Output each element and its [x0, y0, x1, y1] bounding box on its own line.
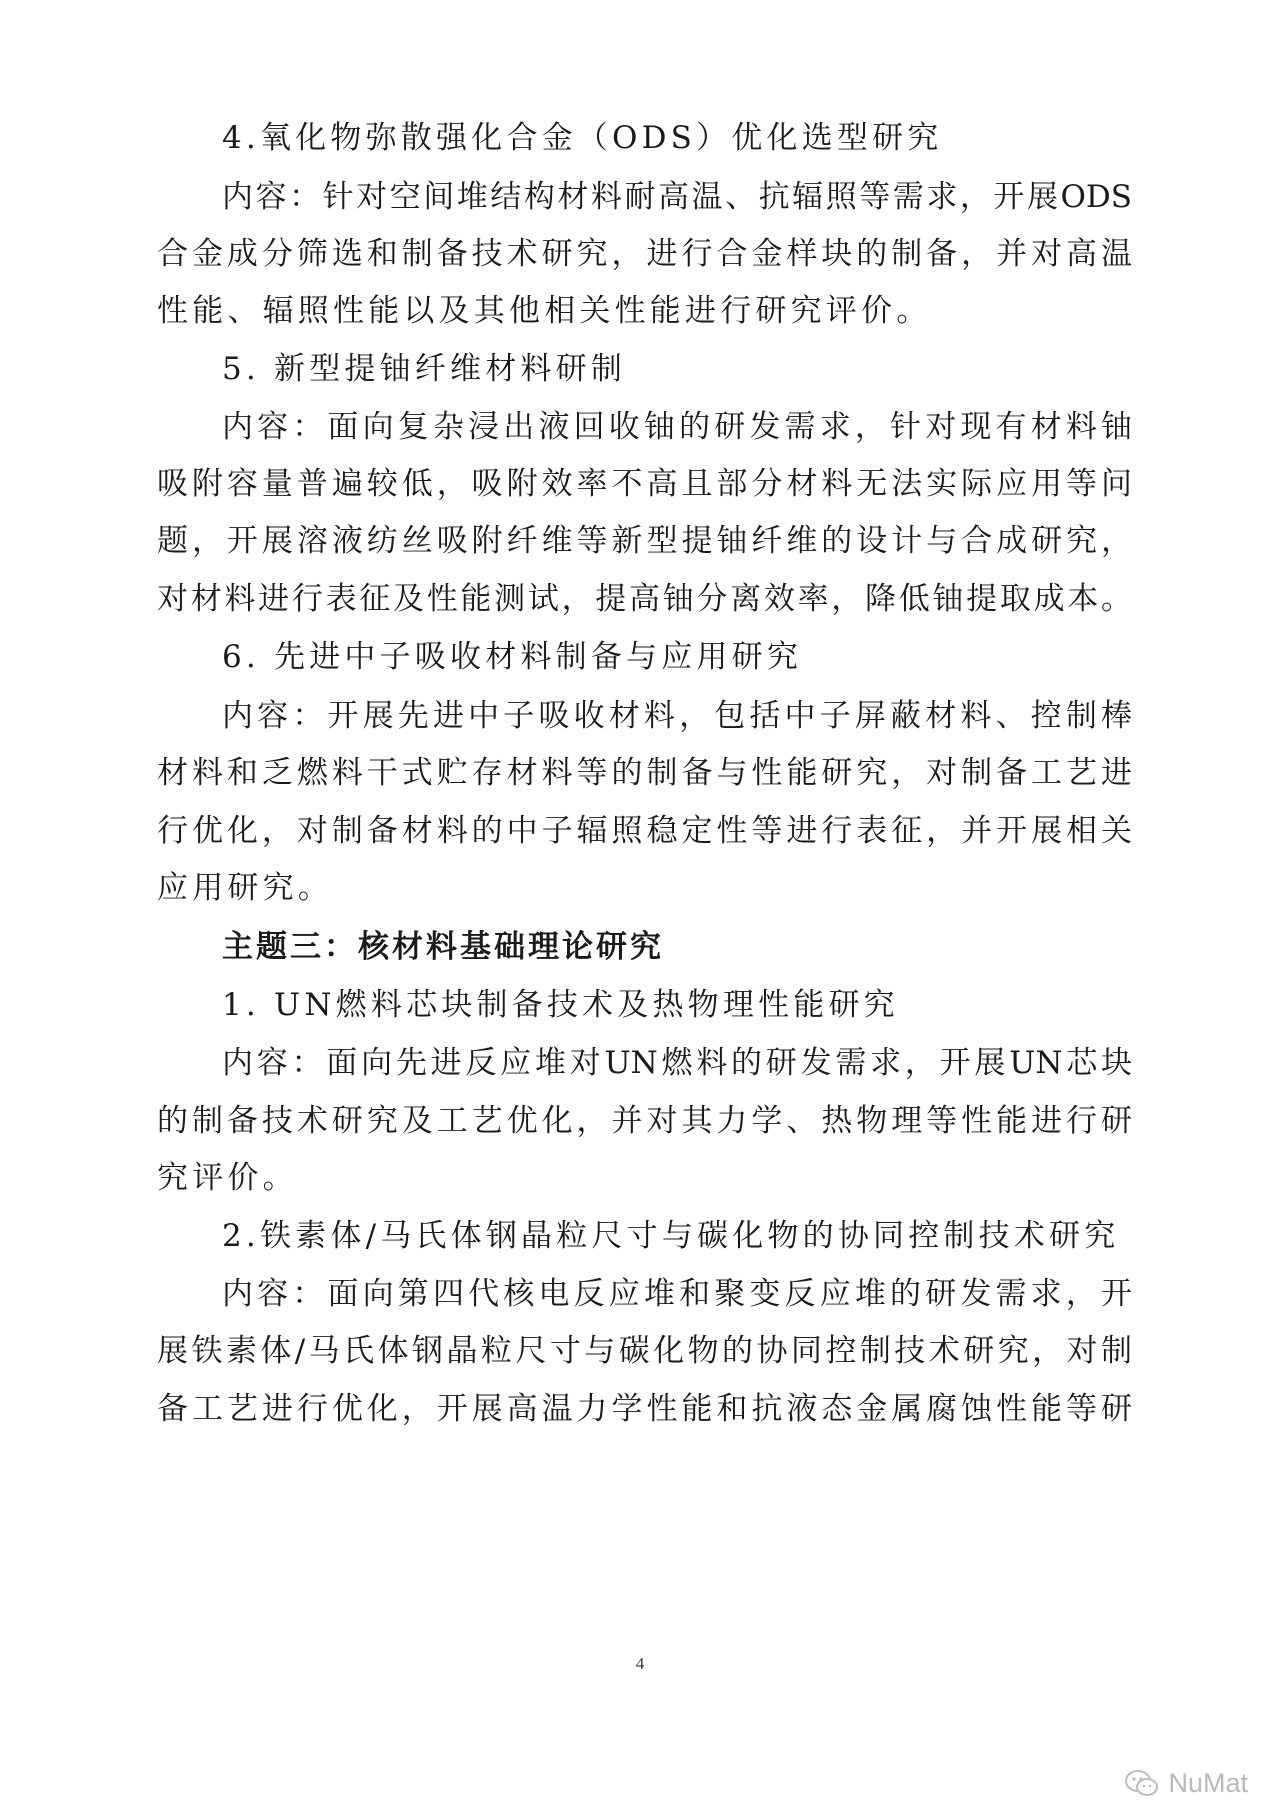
paragraph-line: 应用研究。	[157, 870, 333, 906]
paragraph-line: 的制备技术研究及工艺优化，并对其力学、热物理等性能进行研	[157, 1103, 1132, 1139]
paragraph-line: 材料和乏燃料干式贮存材料等的制备与性能研究，对制备工艺进	[157, 755, 1132, 791]
paragraph-line: 内容：面向第四代核电反应堆和聚变反应堆的研发需求，开	[222, 1276, 1132, 1312]
paragraph-line: 合金成分筛选和制备技术研究，进行合金样块的制备，并对高温	[157, 236, 1132, 272]
watermark-text: NuMat	[1168, 1768, 1248, 1798]
paragraph-line: 行优化，对制备材料的中子辐照稳定性等进行表征，并开展相关	[157, 813, 1132, 849]
paragraph-line: 内容：针对空间堆结构材料耐高温、抗辐照等需求，开展ODS	[222, 179, 1132, 215]
wechat-icon	[1124, 1769, 1160, 1799]
watermark	[1124, 1768, 1248, 1799]
page-number: 4	[635, 1654, 645, 1673]
paragraph-line: 内容：面向复杂浸出液回收铀的研发需求，针对现有材料铀	[222, 409, 1132, 445]
section-heading: 主题三：核材料基础理论研究	[222, 929, 664, 965]
heading-fm-steel: 2.铁素体/马氏体钢晶粒尺寸与碳化物的协同控制技术研究	[222, 1218, 1120, 1254]
paragraph-line: 备工艺进行优化，开展高温力学性能和抗液态金属腐蚀性能等研	[157, 1391, 1132, 1427]
heading-uranium-fiber: 5. 新型提铀纤维材料研制	[222, 351, 627, 387]
paragraph-line: 吸附容量普遍较低，吸附效率不高且部分材料无法实际应用等问	[157, 466, 1132, 502]
paragraph-line: 内容：面向先进反应堆对UN燃料的研发需求，开展UN芯块	[222, 1045, 1132, 1081]
paragraph-line: 对材料进行表征及性能测试，提高铀分离效率，降低铀提取成本。	[157, 581, 1132, 617]
paragraph-line: 展铁素体/马氏体钢晶粒尺寸与碳化物的协同控制技术研究，对制	[157, 1333, 1132, 1369]
paragraph-line: 究评价。	[157, 1160, 298, 1196]
heading-un-fuel: 1. UN燃料芯块制备技术及热物理性能研究	[222, 987, 899, 1023]
heading-ods: 4.氧化物弥散强化合金（ODS）优化选型研究	[222, 120, 943, 156]
paragraph-line: 内容：开展先进中子吸收材料，包括中子屏蔽材料、控制棒	[222, 698, 1132, 734]
paragraph-line: 性能、辐照性能以及其他相关性能进行研究评价。	[157, 293, 932, 329]
heading-neutron-absorber: 6. 先进中子吸收材料制备与应用研究	[222, 639, 803, 675]
paragraph-line: 题，开展溶液纺丝吸附纤维等新型提铀纤维的设计与合成研究，	[157, 523, 1132, 559]
